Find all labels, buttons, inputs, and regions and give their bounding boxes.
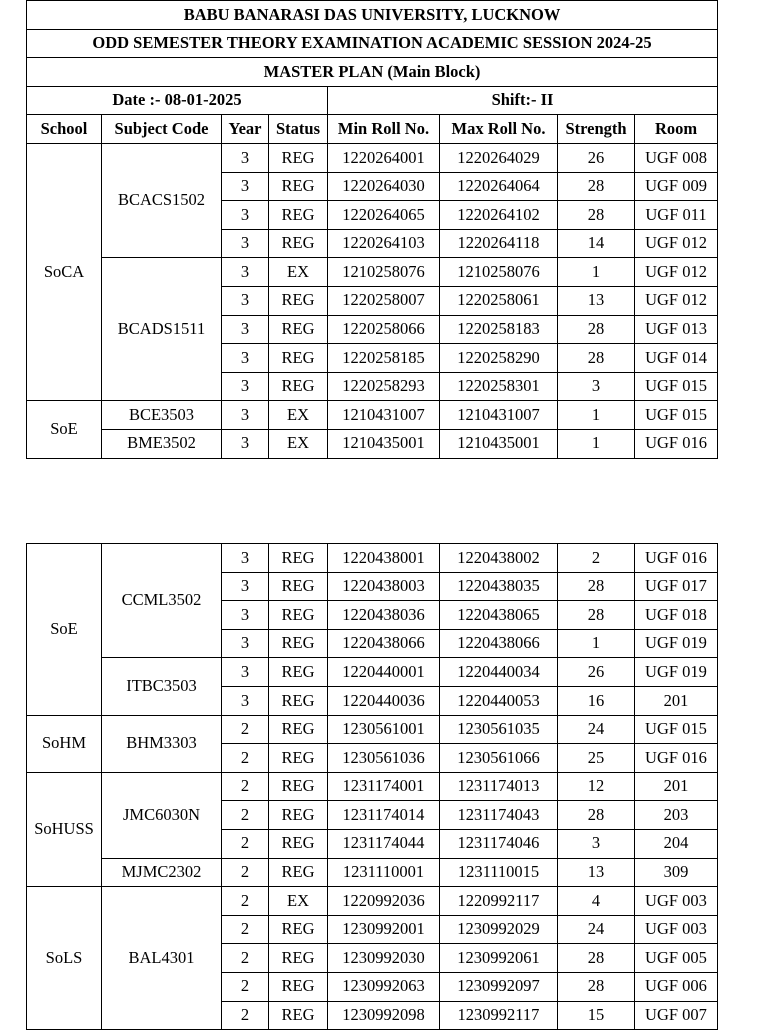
strength-cell: 28	[558, 172, 635, 201]
strength-cell: 13	[558, 286, 635, 315]
min-roll-cell: 1231174014	[328, 801, 440, 830]
year-cell: 2	[222, 772, 269, 801]
room-cell: UGF 012	[635, 286, 718, 315]
table-row	[27, 715, 718, 744]
strength-cell: 15	[558, 1001, 635, 1030]
strength-cell: 3	[558, 372, 635, 401]
school-cell: SoE	[27, 544, 102, 716]
max-roll-cell: 1210431007	[440, 401, 558, 430]
min-roll-cell: 1210435001	[328, 429, 440, 458]
year-cell: 3	[222, 658, 269, 687]
status-cell: REG	[269, 229, 328, 258]
max-roll-cell: 1220264064	[440, 172, 558, 201]
max-roll-cell: 1231174043	[440, 801, 558, 830]
room-cell: 203	[635, 801, 718, 830]
max-roll-cell: 1220438066	[440, 629, 558, 658]
max-roll-cell: 1220438035	[440, 572, 558, 601]
min-roll-cell: 1230561036	[328, 744, 440, 773]
year-cell: 3	[222, 315, 269, 344]
strength-cell: 28	[558, 801, 635, 830]
room-cell: UGF 012	[635, 229, 718, 258]
exam-date: Date :- 08-01-2025	[27, 86, 328, 115]
subject-code-cell: MJMC2302	[102, 858, 222, 887]
status-cell: REG	[269, 686, 328, 715]
status-cell: REG	[269, 315, 328, 344]
year-cell: 3	[222, 629, 269, 658]
room-cell: 201	[635, 772, 718, 801]
room-cell: UGF 007	[635, 1001, 718, 1030]
year-cell: 2	[222, 972, 269, 1001]
strength-cell: 24	[558, 715, 635, 744]
strength-cell: 28	[558, 944, 635, 973]
room-cell: UGF 015	[635, 372, 718, 401]
strength-cell: 28	[558, 972, 635, 1001]
col-subject-code: Subject Code	[102, 115, 222, 144]
room-cell: UGF 015	[635, 715, 718, 744]
max-roll-cell: 1220440034	[440, 658, 558, 687]
strength-cell: 1	[558, 629, 635, 658]
strength-cell: 1	[558, 401, 635, 430]
min-roll-cell: 1220440036	[328, 686, 440, 715]
table-row	[27, 258, 718, 287]
min-roll-cell: 1230992030	[328, 944, 440, 973]
year-cell: 3	[222, 258, 269, 287]
strength-cell: 3	[558, 829, 635, 858]
room-cell: UGF 019	[635, 629, 718, 658]
master-plan-table-part-2	[26, 543, 718, 1030]
subject-code-cell: JMC6030N	[102, 772, 222, 858]
strength-cell: 2	[558, 544, 635, 573]
university-title: BABU BANARASI DAS UNIVERSITY, LUCKNOW	[27, 1, 718, 30]
min-roll-cell: 1220264065	[328, 201, 440, 230]
exam-title: ODD SEMESTER THEORY EXAMINATION ACADEMIC SESSION 2024-25	[27, 29, 718, 58]
exam-shift: Shift:- II	[328, 86, 718, 115]
status-cell: REG	[269, 744, 328, 773]
strength-cell: 28	[558, 315, 635, 344]
year-cell: 3	[222, 229, 269, 258]
min-roll-cell: 1220258293	[328, 372, 440, 401]
min-roll-cell: 1220438036	[328, 601, 440, 630]
min-roll-cell: 1231174044	[328, 829, 440, 858]
subject-code-cell: BCADS1511	[102, 258, 222, 401]
year-cell: 3	[222, 143, 269, 172]
strength-cell: 1	[558, 429, 635, 458]
year-cell: 2	[222, 944, 269, 973]
strength-cell: 16	[558, 686, 635, 715]
max-roll-cell: 1220992117	[440, 887, 558, 916]
status-cell: REG	[269, 572, 328, 601]
year-cell: 2	[222, 915, 269, 944]
status-cell: REG	[269, 715, 328, 744]
table-row	[27, 544, 718, 573]
room-cell: UGF 003	[635, 915, 718, 944]
strength-cell: 12	[558, 772, 635, 801]
max-roll-cell: 1231174013	[440, 772, 558, 801]
min-roll-cell: 1220258185	[328, 344, 440, 373]
status-cell: REG	[269, 829, 328, 858]
table-row	[27, 401, 718, 430]
status-cell: REG	[269, 172, 328, 201]
subject-code-cell: BCACS1502	[102, 143, 222, 257]
min-roll-cell: 1220258007	[328, 286, 440, 315]
status-cell: REG	[269, 143, 328, 172]
subject-code-cell: ITBC3503	[102, 658, 222, 715]
year-cell: 3	[222, 572, 269, 601]
room-cell: 201	[635, 686, 718, 715]
max-roll-cell: 1210435001	[440, 429, 558, 458]
min-roll-cell: 1230561001	[328, 715, 440, 744]
strength-cell: 26	[558, 658, 635, 687]
table-row	[27, 143, 718, 172]
min-roll-cell: 1220264001	[328, 143, 440, 172]
room-cell: UGF 016	[635, 744, 718, 773]
col-strength: Strength	[558, 115, 635, 144]
room-cell: UGF 018	[635, 601, 718, 630]
strength-cell: 28	[558, 344, 635, 373]
year-cell: 3	[222, 401, 269, 430]
strength-cell: 25	[558, 744, 635, 773]
min-roll-cell: 1230992063	[328, 972, 440, 1001]
status-cell: EX	[269, 258, 328, 287]
strength-cell: 14	[558, 229, 635, 258]
year-cell: 2	[222, 801, 269, 830]
year-cell: 3	[222, 544, 269, 573]
status-cell: REG	[269, 658, 328, 687]
max-roll-cell: 1210258076	[440, 258, 558, 287]
table-row	[27, 772, 718, 801]
room-cell: UGF 014	[635, 344, 718, 373]
room-cell: UGF 005	[635, 944, 718, 973]
subject-code-cell: BME3502	[102, 429, 222, 458]
max-roll-cell: 1231174046	[440, 829, 558, 858]
min-roll-cell: 1220992036	[328, 887, 440, 916]
status-cell: REG	[269, 915, 328, 944]
room-cell: UGF 011	[635, 201, 718, 230]
subject-code-cell: CCML3502	[102, 544, 222, 658]
max-roll-cell: 1220440053	[440, 686, 558, 715]
room-cell: 204	[635, 829, 718, 858]
max-roll-cell: 1220258290	[440, 344, 558, 373]
year-cell: 2	[222, 887, 269, 916]
room-cell: UGF 016	[635, 544, 718, 573]
strength-cell: 28	[558, 601, 635, 630]
room-cell: UGF 015	[635, 401, 718, 430]
max-roll-cell: 1230992061	[440, 944, 558, 973]
status-cell: REG	[269, 201, 328, 230]
status-cell: REG	[269, 772, 328, 801]
strength-cell: 28	[558, 201, 635, 230]
year-cell: 3	[222, 429, 269, 458]
max-roll-cell: 1220438065	[440, 601, 558, 630]
min-roll-cell: 1220438003	[328, 572, 440, 601]
year-cell: 3	[222, 344, 269, 373]
min-roll-cell: 1220440001	[328, 658, 440, 687]
column-header-row	[27, 115, 718, 144]
subject-code-cell: BAL4301	[102, 887, 222, 1030]
year-cell: 2	[222, 715, 269, 744]
school-cell: SoHM	[27, 715, 102, 772]
table-row	[27, 429, 718, 458]
max-roll-cell: 1220264102	[440, 201, 558, 230]
col-min-roll: Min Roll No.	[328, 115, 440, 144]
year-cell: 2	[222, 829, 269, 858]
year-cell: 3	[222, 201, 269, 230]
year-cell: 3	[222, 172, 269, 201]
min-roll-cell: 1220438001	[328, 544, 440, 573]
max-roll-cell: 1230561035	[440, 715, 558, 744]
status-cell: REG	[269, 1001, 328, 1030]
room-cell: UGF 013	[635, 315, 718, 344]
max-roll-cell: 1220258183	[440, 315, 558, 344]
col-school: School	[27, 115, 102, 144]
strength-cell: 4	[558, 887, 635, 916]
status-cell: REG	[269, 601, 328, 630]
year-cell: 3	[222, 372, 269, 401]
status-cell: REG	[269, 286, 328, 315]
max-roll-cell: 1230992029	[440, 915, 558, 944]
max-roll-cell: 1230561066	[440, 744, 558, 773]
school-cell: SoLS	[27, 887, 102, 1030]
room-cell: UGF 016	[635, 429, 718, 458]
table-row	[27, 658, 718, 687]
year-cell: 2	[222, 858, 269, 887]
min-roll-cell: 1220264030	[328, 172, 440, 201]
min-roll-cell: 1230992001	[328, 915, 440, 944]
min-roll-cell: 1220264103	[328, 229, 440, 258]
subject-code-cell: BHM3303	[102, 715, 222, 772]
table-row	[27, 858, 718, 887]
min-roll-cell: 1210258076	[328, 258, 440, 287]
max-roll-cell: 1220438002	[440, 544, 558, 573]
status-cell: EX	[269, 401, 328, 430]
school-cell: SoCA	[27, 143, 102, 400]
status-cell: REG	[269, 858, 328, 887]
school-cell: SoE	[27, 401, 102, 458]
room-cell: UGF 019	[635, 658, 718, 687]
status-cell: REG	[269, 344, 328, 373]
status-cell: EX	[269, 887, 328, 916]
status-cell: REG	[269, 944, 328, 973]
max-roll-cell: 1230992097	[440, 972, 558, 1001]
status-cell: REG	[269, 629, 328, 658]
room-cell: UGF 017	[635, 572, 718, 601]
max-roll-cell: 1220258301	[440, 372, 558, 401]
year-cell: 3	[222, 286, 269, 315]
col-year: Year	[222, 115, 269, 144]
col-status: Status	[269, 115, 328, 144]
min-roll-cell: 1220258066	[328, 315, 440, 344]
master-plan-table-part-1	[26, 0, 718, 459]
school-cell: SoHUSS	[27, 772, 102, 886]
room-cell: UGF 003	[635, 887, 718, 916]
min-roll-cell: 1220438066	[328, 629, 440, 658]
max-roll-cell: 1231110015	[440, 858, 558, 887]
year-cell: 2	[222, 744, 269, 773]
col-max-roll: Max Roll No.	[440, 115, 558, 144]
strength-cell: 24	[558, 915, 635, 944]
status-cell: REG	[269, 544, 328, 573]
min-roll-cell: 1210431007	[328, 401, 440, 430]
status-cell: EX	[269, 429, 328, 458]
max-roll-cell: 1220258061	[440, 286, 558, 315]
min-roll-cell: 1231174001	[328, 772, 440, 801]
year-cell: 3	[222, 686, 269, 715]
subject-code-cell: BCE3503	[102, 401, 222, 430]
status-cell: REG	[269, 372, 328, 401]
strength-cell: 28	[558, 572, 635, 601]
status-cell: REG	[269, 972, 328, 1001]
min-roll-cell: 1230992098	[328, 1001, 440, 1030]
year-cell: 3	[222, 601, 269, 630]
room-cell: UGF 009	[635, 172, 718, 201]
strength-cell: 1	[558, 258, 635, 287]
col-room: Room	[635, 115, 718, 144]
year-cell: 2	[222, 1001, 269, 1030]
plan-title: MASTER PLAN (Main Block)	[27, 58, 718, 87]
room-cell: 309	[635, 858, 718, 887]
strength-cell: 13	[558, 858, 635, 887]
room-cell: UGF 012	[635, 258, 718, 287]
max-roll-cell: 1230992117	[440, 1001, 558, 1030]
room-cell: UGF 006	[635, 972, 718, 1001]
min-roll-cell: 1231110001	[328, 858, 440, 887]
table-row	[27, 887, 718, 916]
strength-cell: 26	[558, 143, 635, 172]
max-roll-cell: 1220264029	[440, 143, 558, 172]
status-cell: REG	[269, 801, 328, 830]
max-roll-cell: 1220264118	[440, 229, 558, 258]
room-cell: UGF 008	[635, 143, 718, 172]
